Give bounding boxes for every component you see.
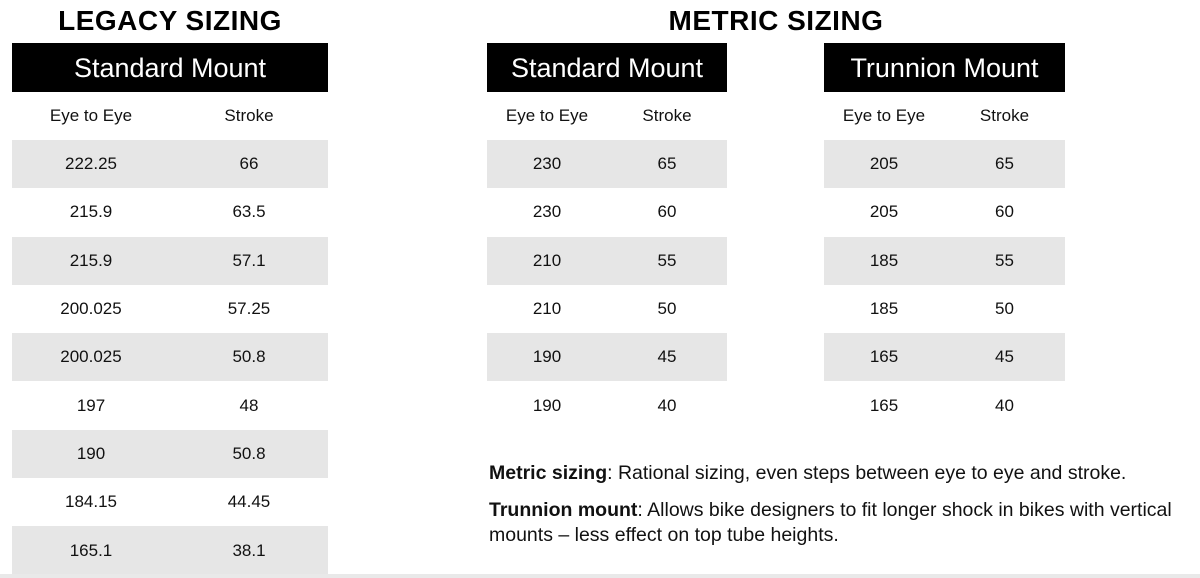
table-row	[824, 188, 1065, 236]
stroke-cell: 60	[657, 202, 677, 222]
eye-to-eye-cell: 215.9	[69, 202, 113, 222]
legacy-sizing-title: LEGACY SIZING	[58, 5, 282, 36]
eye-to-eye-cell: 197	[76, 395, 106, 415]
eye-to-eye-cell: 184.15	[65, 492, 117, 512]
eye-to-eye-cell: 205	[869, 202, 899, 222]
table-row	[824, 237, 1065, 285]
table-row	[824, 285, 1065, 333]
trunnion-mount-note	[489, 498, 1194, 548]
table-row	[12, 285, 328, 333]
trunnion-mount-note-label: Trunnion mount	[489, 499, 638, 521]
eye-to-eye-cell: 190	[532, 395, 562, 415]
eye-to-eye-cell: 185	[869, 250, 899, 270]
eye-to-eye-cell: 230	[532, 154, 562, 174]
legacy-standard-mount-table	[12, 43, 328, 575]
sizing-notes	[489, 461, 1194, 560]
stroke-cell: 44.45	[227, 492, 271, 512]
eye-to-eye-cell: 190	[76, 443, 106, 463]
metric-sizing-note-text: : Rational sizing, even steps between eye to eye and stroke.	[607, 462, 1127, 484]
table-row	[12, 237, 328, 285]
table-row	[487, 285, 727, 333]
table-row	[487, 333, 727, 381]
table-row	[12, 381, 328, 429]
stroke-cell: 48	[239, 395, 259, 415]
stroke-cell: 45	[657, 347, 677, 367]
stroke-cell: 65	[657, 154, 677, 174]
table-row	[12, 526, 328, 574]
eye-to-eye-cell: 200.025	[60, 299, 122, 319]
metric-standard-mount-table	[487, 43, 727, 430]
metric-trunnion-column-headers	[824, 92, 1065, 140]
table-row	[487, 188, 727, 236]
table-row	[824, 140, 1065, 188]
metric-trunnion-mount-table	[824, 43, 1065, 430]
eye-to-eye-cell: 230	[532, 202, 562, 222]
stroke-cell: 40	[657, 395, 677, 415]
table-row	[12, 188, 328, 236]
stroke-cell: 66	[239, 154, 259, 174]
stroke-cell: 40	[995, 395, 1014, 415]
table-row	[487, 381, 727, 429]
eye-to-eye-cell: 165.1	[69, 540, 113, 560]
eye-to-eye-cell: 165	[869, 395, 899, 415]
eye-to-eye-cell: 205	[869, 154, 899, 174]
eye-to-eye-cell: 215.9	[69, 250, 113, 270]
eye-to-eye-column-header: Eye to Eye	[505, 106, 589, 125]
eye-to-eye-cell: 210	[532, 250, 562, 270]
eye-to-eye-cell: 222.25	[65, 154, 117, 174]
stroke-cell: 50.8	[232, 347, 266, 367]
table-row	[12, 333, 328, 381]
table-row	[824, 333, 1065, 381]
table-row	[12, 430, 328, 478]
stroke-cell: 50	[995, 299, 1014, 319]
trunnion-mount-note-text: : Allows bike designers to fit longer shock in bikes with vertical mounts – less effect on top tube heights.	[489, 499, 1172, 546]
stroke-cell: 57.25	[227, 299, 271, 319]
metric-trunnion-mount-header: Trunnion Mount	[824, 43, 1065, 92]
stroke-column-header: Stroke	[224, 106, 274, 125]
stroke-cell: 50	[657, 299, 677, 319]
stroke-cell: 63.5	[232, 202, 266, 222]
table-row	[487, 140, 727, 188]
table-row	[824, 381, 1065, 429]
metric-sizing-note	[489, 461, 1194, 486]
eye-to-eye-cell: 190	[532, 347, 562, 367]
eye-to-eye-cell: 185	[869, 299, 899, 319]
stroke-cell: 50.8	[232, 443, 266, 463]
eye-to-eye-column-header: Eye to Eye	[49, 106, 133, 125]
eye-to-eye-column-header: Eye to Eye	[842, 106, 926, 125]
stroke-cell: 38.1	[232, 540, 266, 560]
stroke-cell: 55	[995, 250, 1014, 270]
table-row	[487, 237, 727, 285]
stroke-column-header: Stroke	[642, 106, 692, 125]
stroke-column-header: Stroke	[979, 106, 1030, 125]
stroke-cell: 45	[995, 347, 1014, 367]
metric-sizing-note-label: Metric sizing	[489, 462, 608, 484]
metric-standard-column-headers	[487, 92, 727, 140]
stroke-cell: 57.1	[232, 250, 266, 270]
stroke-cell: 60	[995, 202, 1014, 222]
legacy-standard-mount-header: Standard Mount	[12, 43, 328, 92]
stroke-cell: 65	[995, 154, 1014, 174]
metric-sizing-title: METRIC SIZING	[668, 5, 884, 36]
table-row	[12, 140, 328, 188]
stroke-cell: 55	[657, 250, 677, 270]
eye-to-eye-cell: 200.025	[60, 347, 122, 367]
metric-standard-mount-header: Standard Mount	[487, 43, 727, 92]
eye-to-eye-cell: 210	[532, 299, 562, 319]
bottom-divider	[0, 574, 1200, 578]
legacy-column-headers	[12, 92, 328, 140]
table-row	[12, 478, 328, 526]
eye-to-eye-cell: 165	[869, 347, 899, 367]
